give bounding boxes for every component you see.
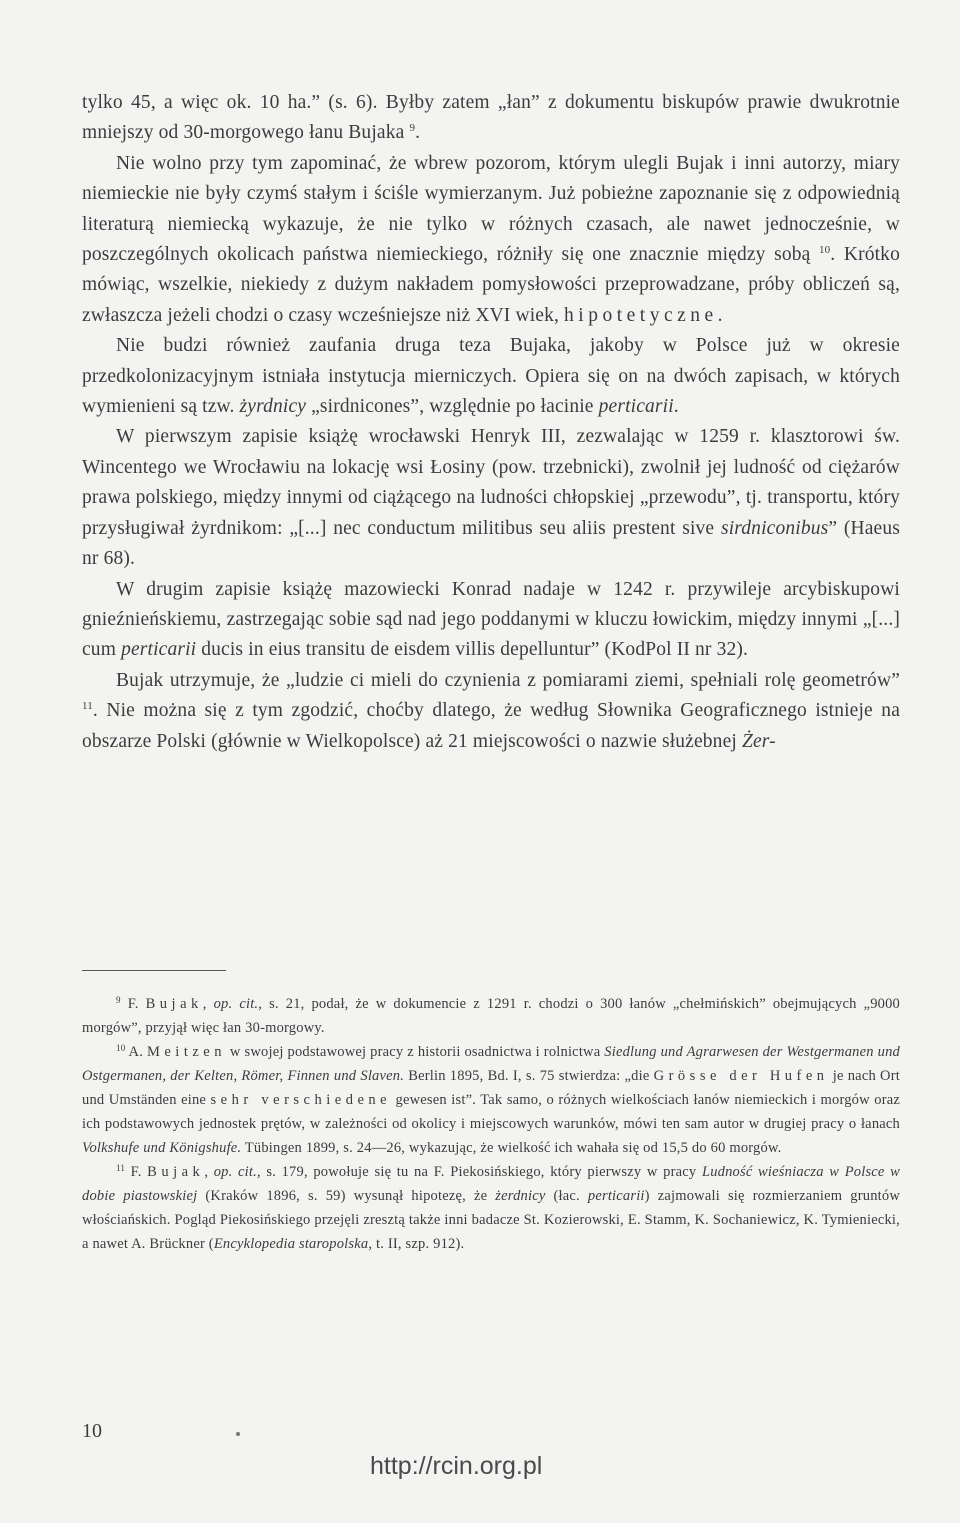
text-span: W drugim zapisie książę mazowiecki Konrad nadaje w 1242 r. przywileje arcybiskupowi gnieźnieńskiemu, zastrzegając sobie sąd nad jego poddanymi w kluczu łowickim, między innymi „[...] cum xyxy=(82,578,900,661)
text-span: , t. II, szp. 912). xyxy=(368,1236,465,1252)
paragraph xyxy=(82,331,900,422)
scan-speck xyxy=(236,1432,240,1436)
footnote xyxy=(82,1040,900,1160)
italic-text: op. cit. xyxy=(213,1164,257,1180)
italic-text: op. cit. xyxy=(213,996,259,1012)
spaced-emphasis: sehr verschiedene xyxy=(210,1092,392,1108)
text-span: Nie wolno przy tym zapominać, że wbrew pozorom, którym ulegli Bujak i inni autorzy, miary niemieckie nie były czymś stałym i ściśle wymierzanym. Już pobieżne zapoznanie się z odpowiednią literaturą niemiecką wykazuje, że nie tylko w różnych czasach, ale nawet jednocześnie, w poszczególnych okolicach państwa niemieckiego, różniły się one znacznie między sobą xyxy=(82,152,900,266)
footnote-reference: 10 xyxy=(818,244,831,257)
italic-text: perticarii xyxy=(598,396,674,418)
text-span: F. xyxy=(120,996,146,1012)
text-span: A. xyxy=(125,1044,147,1060)
text-span: (Kraków 1896, s. 59) wysunął hipotezę, że xyxy=(197,1188,496,1204)
paragraph xyxy=(82,88,900,149)
paragraph xyxy=(82,666,900,757)
italic-text: sirdniconibus xyxy=(720,517,829,539)
italic-text: żerdnicy xyxy=(495,1188,546,1204)
spaced-emphasis: Grösse der Hufen xyxy=(653,1068,829,1084)
footnote-reference: 10 xyxy=(116,1043,126,1053)
footnote-reference: 11 xyxy=(116,1163,126,1173)
italic-text: żyrdnicy xyxy=(239,396,307,418)
footnote xyxy=(82,1160,900,1256)
text-span: . xyxy=(717,304,723,326)
footnote xyxy=(82,992,900,1040)
text-span: F. xyxy=(125,1164,148,1180)
text-span: , s. 21, podał, że w dokumencie z 1291 r. chodzi o 300 łanów „chełmińskich” obejmujących „9000 morgów”, przyjął więc łan 30-morgowy. xyxy=(82,996,901,1036)
italic-text: Siedlung und Agrarwesen der Westgermanen und Ostgermanen, der Kelten, Römer, Finnen und Slaven. xyxy=(82,1044,900,1084)
footnote-reference: 9 xyxy=(116,995,121,1005)
text-span: ) zajmowali się rozmierzaniem gruntów włościańskich. Pogląd Piekosińskiego przejęli zresztą także inni badacze St. Kozierowski, E. Stamm, K. Sochaniewicz, K. Tymieniecki, a nawet A. Brückner ( xyxy=(82,1188,900,1252)
paragraph xyxy=(82,422,900,574)
text-span: gewesen ist”. Tak samo, o różnych wielkościach łanów niemieckich i morgów oraz ich podstawowych jednostek prętów, w zależności od okolicy i miejscowych warunków, mówi ten sam autor w drugiej pracy o łanach xyxy=(82,1092,900,1132)
text-span: Nie budzi również zaufania druga teza Bujaka, jakoby w Polsce już w okresie przedkolonizacyjnym istniała instytucja mierniczych. Opiera się on na dwóch zapisach, w których wymienieni są tzw. xyxy=(82,335,900,418)
italic-text: Ludność wieśniacza w Polsce w dobie piastowskiej xyxy=(82,1164,901,1204)
spaced-emphasis: Bujak xyxy=(145,996,203,1012)
footnotes xyxy=(82,992,900,1256)
paragraph xyxy=(82,149,900,331)
italic-text: perticarii xyxy=(587,1188,645,1204)
text-span: , xyxy=(202,996,214,1012)
italic-text: Żer- xyxy=(741,730,776,752)
text-span: , s. 179, powołuje się tu na F. Piekosińskiego, który pierwszy w pracy xyxy=(256,1164,702,1180)
text-span: w swojej podstawowej pracy z historii osadnictwa i rolnictwa xyxy=(225,1044,605,1060)
footnote-reference: 9 xyxy=(409,122,416,135)
italic-text: Encyklopedia staropolska xyxy=(213,1236,369,1252)
paragraph xyxy=(82,575,900,666)
italic-text: Volkshufe und Königshufe. xyxy=(82,1140,242,1156)
text-span: . xyxy=(415,122,421,144)
text-span: (łac. xyxy=(545,1188,588,1204)
text-span: „sirdnicones”, względnie po łacinie xyxy=(306,396,599,418)
text-span: , xyxy=(204,1164,214,1180)
text-span: W pierwszym zapisie książę wrocławski Henryk III, zezwalając w 1259 r. klasztorowi św. Wincentego we Wrocławiu na lokację wsi Łosiny (pow. trzebnicki), zwolnił jej ludność od ciężarów prawa polskiego, między innymi od ciążącego na ludności chłopskiej „przewodu”, tj. transportu, który przysługiwał żyrdnikom: „[...] nec conductum militibus seu aliis prestent sive xyxy=(82,426,900,539)
text-span: . Nie można się z tym zgodzić, choćby dlatego, że według Słownika Geograficznego istnieje na obszarze Polski (głównie w Wielkopolsce) aż 21 miejscowości o nazwie służebnej xyxy=(82,700,900,752)
footnote-reference: 11 xyxy=(82,700,93,713)
main-text xyxy=(82,88,900,757)
text-span: Bujak utrzymuje, że „ludzie ci mieli do czynienia z pomiarami ziemi, spełniali rolę geometrów” xyxy=(116,669,900,691)
footnote-separator xyxy=(82,970,226,971)
text-span: Tübingen 1899, s. 24—26, wykazując, że wielkość ich wahała się od 15,5 do 60 morgów. xyxy=(241,1140,782,1156)
text-span: . xyxy=(673,396,679,418)
italic-text: perticarii xyxy=(121,639,197,661)
spaced-emphasis: hipotetyczne xyxy=(564,304,718,326)
text-span: ducis in eius transitu de eisdem villis depelluntur” (KodPol II nr 32). xyxy=(196,639,749,661)
text-span: ” (Haeus nr 68). xyxy=(82,517,900,570)
text-span: tylko 45, a więc ok. 10 ha.” (s. 6). Byłby zatem „łan” z dokumentu biskupów prawie dwukrotnie mniejszy od 30-morgowego łanu Bujaka xyxy=(82,92,900,144)
source-url[interactable]: http://rcin.org.pl xyxy=(370,1452,543,1480)
spaced-emphasis: Bujak xyxy=(147,1164,205,1180)
text-span: . Krótko mówiąc, wszelkie, niekiedy z dużym nakładem pomysłowości przeprowadzane, próby obliczeń są, zwłaszcza jeżeli chodzi o czasy wcześniejsze niż XVI wiek, xyxy=(82,244,900,326)
text-span: je nach Ort und Umständen eine xyxy=(82,1068,900,1108)
spaced-emphasis: Meitzen xyxy=(146,1044,226,1060)
text-span: Berlin 1895, Bd. I, s. 75 stwierdza: „die xyxy=(404,1068,654,1084)
page-number: 10 xyxy=(82,1420,102,1442)
